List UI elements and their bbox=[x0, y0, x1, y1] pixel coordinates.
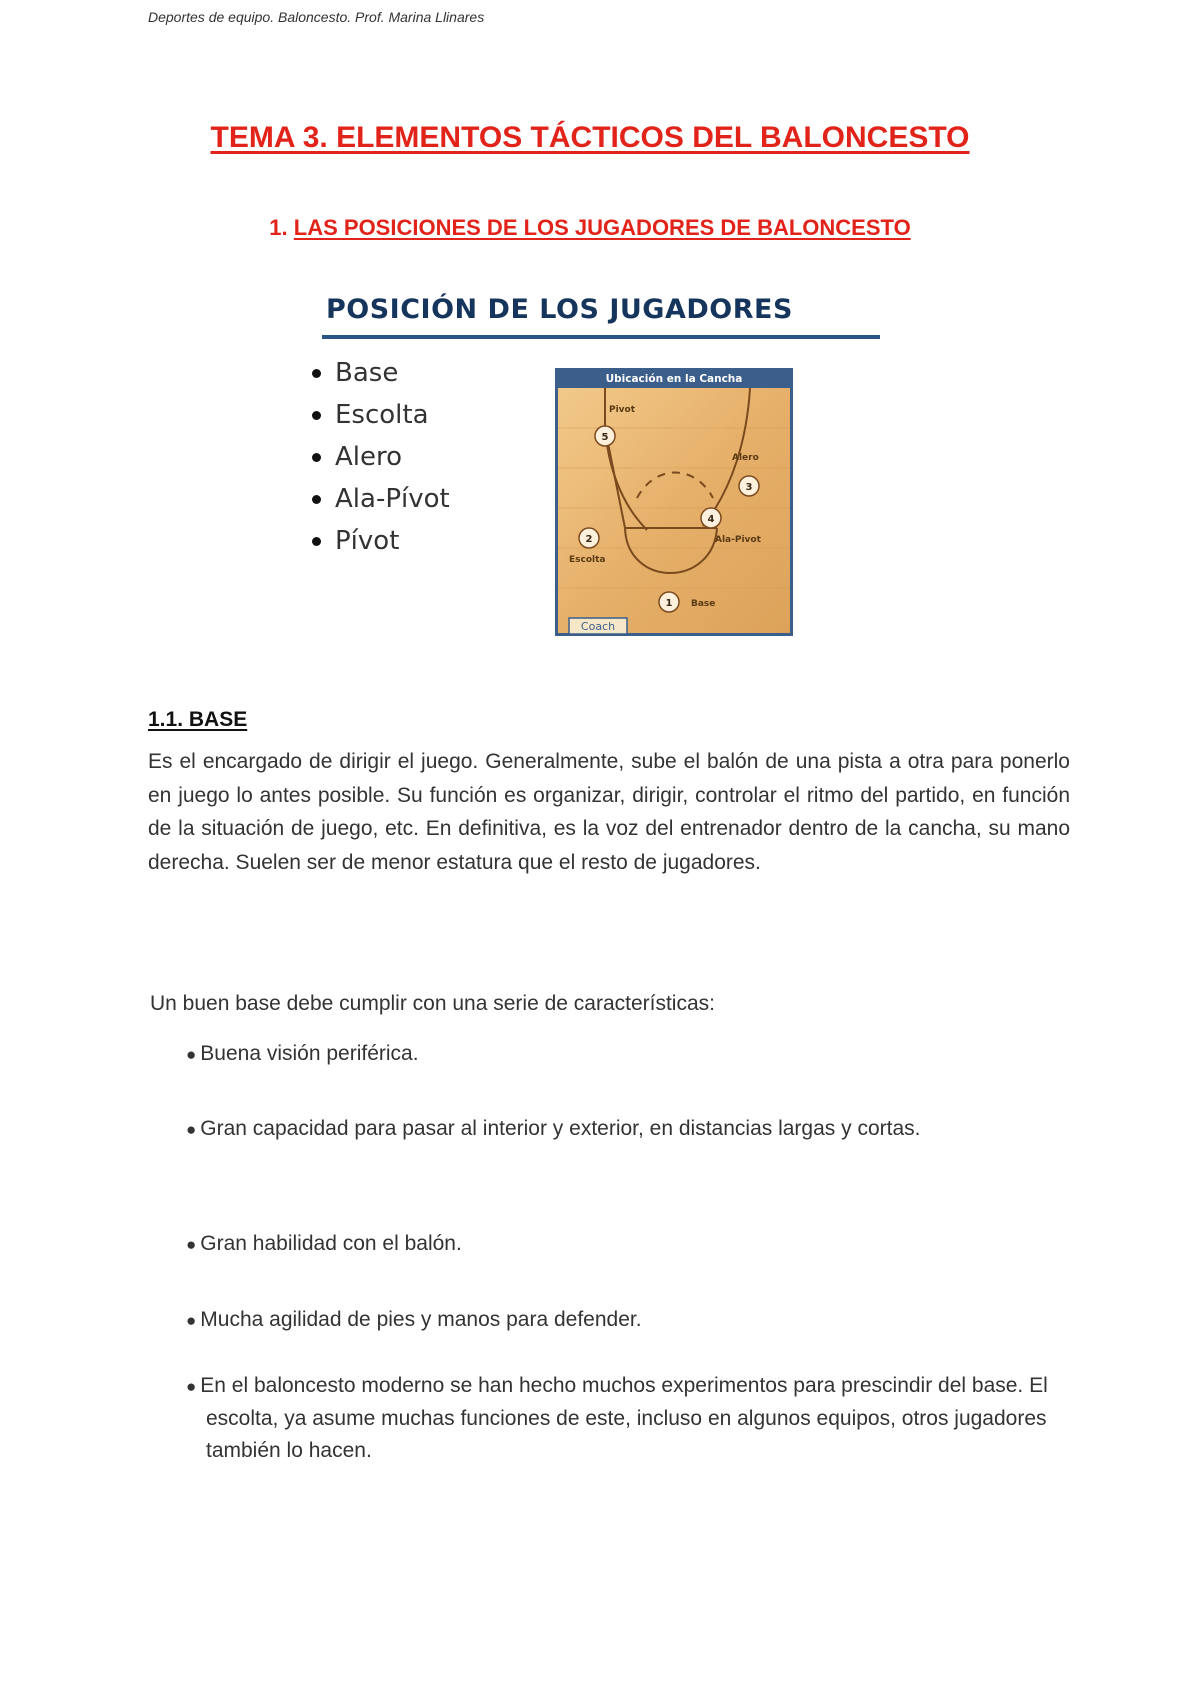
bullet-icon bbox=[312, 411, 321, 420]
document-title: TEMA 3. ELEMENTOS TÁCTICOS DEL BALONCESTO bbox=[210, 121, 970, 154]
player-label: Base bbox=[691, 599, 716, 609]
base-description-paragraph: Es el encargado de dirigir el juego. Generalmente, sube el balón de una pista a otra para ponerlo en juego lo antes posible. Su función es organizar, dirigir, controlar el ritmo del partido, en función de la situación de juego, etc. En definitiva, es la voz del entrenador dentro de la cancha, su mano derecha. Suelen ser de menor estatura que el resto de jugadores. bbox=[148, 750, 1070, 874]
bullet-icon: ● bbox=[186, 1120, 197, 1139]
figure-heading: POSICIÓN DE LOS JUGADORES bbox=[326, 294, 793, 325]
position-item bbox=[312, 394, 450, 436]
subsection-title: 1.1. BASE bbox=[148, 708, 248, 731]
bullet-icon bbox=[312, 537, 321, 546]
section-title bbox=[0, 215, 1180, 241]
player-label: Ala-Pivot bbox=[715, 535, 761, 545]
coach-label: Coach bbox=[580, 620, 616, 633]
player-number: 4 bbox=[707, 514, 715, 525]
characteristic-text: Buena visión periférica. bbox=[200, 1042, 419, 1065]
bullet-icon bbox=[312, 495, 321, 504]
characteristic-item bbox=[186, 1370, 1092, 1467]
court-diagram bbox=[555, 368, 793, 636]
characteristic-text: Gran habilidad con el balón. bbox=[200, 1232, 462, 1255]
bullet-icon bbox=[312, 453, 321, 462]
player-number: 5 bbox=[601, 432, 609, 443]
position-label: Pívot bbox=[335, 526, 400, 556]
running-header: Deportes de equipo. Baloncesto. Prof. Marina Llinares bbox=[148, 9, 485, 25]
player-number: 1 bbox=[665, 598, 673, 609]
figure-heading-rule bbox=[322, 335, 880, 339]
position-item bbox=[312, 520, 450, 562]
player-label: Escolta bbox=[569, 555, 606, 565]
player-label: Alero bbox=[732, 453, 759, 463]
characteristic-text: Mucha agilidad de pies y manos para defender. bbox=[200, 1308, 642, 1331]
characteristic-item bbox=[186, 1113, 966, 1146]
position-item bbox=[312, 478, 450, 520]
player-positions-figure bbox=[300, 290, 900, 650]
section-number: 1. bbox=[269, 215, 288, 240]
characteristic-text: En el baloncesto moderno se han hecho muchos experimentos para prescindir del base. El escolta, ya asume muchas funciones de este, incluso en algunos equipos, otros jugadores también lo hacen. bbox=[200, 1374, 1048, 1462]
court-title: Ubicación en la Cancha bbox=[605, 373, 743, 385]
player-number: 3 bbox=[745, 482, 753, 493]
position-item bbox=[312, 352, 450, 394]
position-label: Alero bbox=[335, 442, 403, 472]
court-svg bbox=[555, 368, 793, 636]
section-title-text: LAS POSICIONES DE LOS JUGADORES DE BALONCESTO bbox=[293, 215, 911, 240]
bullet-icon: ● bbox=[186, 1377, 197, 1396]
bullet-icon bbox=[312, 369, 321, 378]
position-label: Escolta bbox=[335, 400, 429, 430]
characteristics-intro: Un buen base debe cumplir con una serie de características: bbox=[150, 992, 715, 1015]
player-label: Pivot bbox=[609, 405, 636, 415]
bullet-icon: ● bbox=[186, 1311, 197, 1330]
characteristic-item bbox=[186, 1304, 642, 1337]
player-number: 2 bbox=[585, 534, 593, 545]
bullet-icon: ● bbox=[186, 1045, 197, 1064]
position-label: Ala-Pívot bbox=[335, 484, 450, 514]
characteristic-item bbox=[186, 1228, 462, 1261]
bullet-icon: ● bbox=[186, 1235, 197, 1254]
positions-list bbox=[312, 352, 450, 562]
position-label: Base bbox=[335, 358, 399, 388]
characteristic-item bbox=[186, 1038, 419, 1071]
position-item bbox=[312, 436, 450, 478]
characteristic-text: Gran capacidad para pasar al interior y exterior, en distancias largas y cortas. bbox=[200, 1117, 921, 1140]
